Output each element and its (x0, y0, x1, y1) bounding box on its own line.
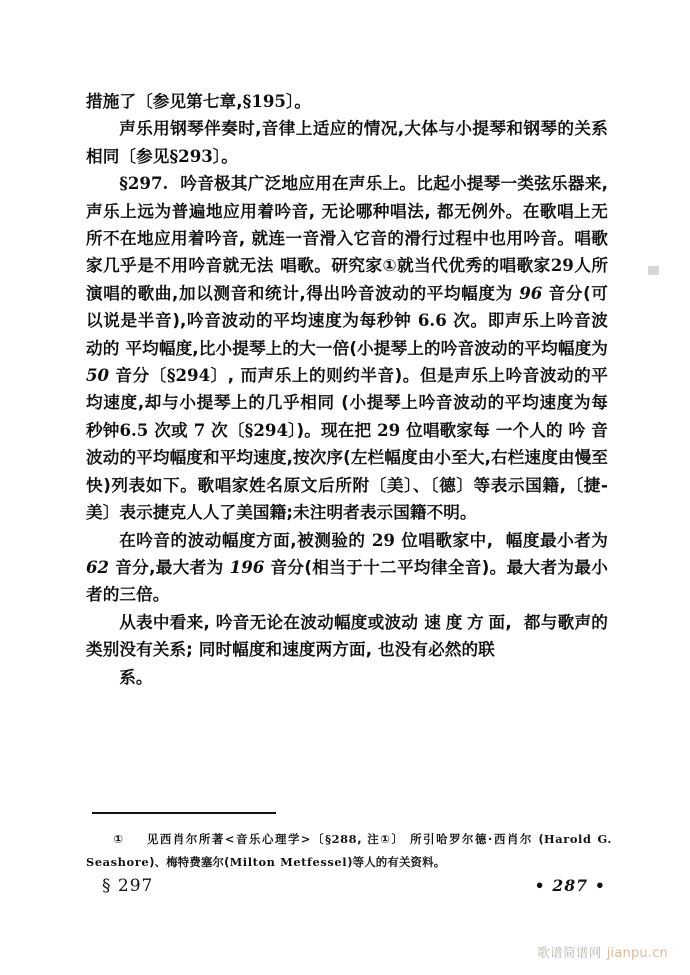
scan-artifact (648, 266, 659, 275)
paragraph-4: 在吟音的波动幅度方面,被测验的 29 位唱歌家中, 幅度最小者为 62 音分,最大者为 196 音分(相当于十二平均律全音)。最大者为最小者的三倍。 (86, 529, 608, 605)
footnote: ① 见西肖尔所著<音乐心理学>〔§288, 注①〕 所引哈罗尔德·西肖尔 (Harold G. Seashore)、梅特费塞尔(Milton Metfessel)等人的有关资料。 (86, 832, 612, 869)
paragraph-3: §297. 吟音极其广泛地应用在声乐上。比起小提琴一类弦乐器来,声乐上远为普遍地应用着吟音, 无论哪种唱法, 都无例外。在歌唱上无所不在地应用着吟音, 就连一音滑入它音的滑行过程中也用吟音。唱歌家几乎是不用吟音就无法 唱歌。研究家①就当代优秀的唱歌家29人所演唱的歌曲,加以测音和统计,得出吟音波动的平均幅度为 96 音分(可以说是半音),吟音波动的平均速度为每秒钟 6.6 次。即声乐上吟音波动的 平均幅度,比小提琴上的大一倍(小提琴上的吟音波动的平均幅度为 50 音分〔§294〕, 而声乐上的则约半音)。但是声乐上吟音波动的平均速度,却与小提琴上的几乎相同 (小提琴上吟音波动的平均速度为每 秒钟6.5 次或 7 次〔§294〕)。现在把 29 位唱歌家每 一个人的 吟 音波动的平均幅度和平均速度,按次序(左栏幅度由小至大,右栏速度由慢至快)列表如下。歌唱家姓名原文后所附〔美〕、〔德〕等表示国籍,〔捷-美〕表示捷克人人了美国籍;未注明者表示国籍不明。 (86, 173, 609, 523)
watermark-site-name: 歌谱简谱网 (537, 945, 602, 960)
watermark (537, 943, 668, 961)
paragraph-1: 措施了〔参见第七章,§195〕。 (86, 91, 312, 111)
body-text-column (86, 88, 608, 691)
watermark-url: jianpu.cn (606, 946, 668, 961)
page-footer (86, 876, 612, 896)
footer-section-marker: § 297 (102, 876, 154, 896)
paragraph-5: 从表中看来, 吟音无论在波动幅度或波动 速度方面, 都与歌声的类别没有关系; 同时幅度和速度两方面, 也没有必然的联 系。 (86, 612, 608, 687)
paragraph-2: 声乐用钢琴伴奏时,音律上适应的情况,大体与小提琴和钢琴的关系相同〔参见§293〕。 (86, 119, 608, 166)
footnote-divider (92, 812, 276, 814)
footer-page-number: • 287 • (534, 876, 606, 895)
